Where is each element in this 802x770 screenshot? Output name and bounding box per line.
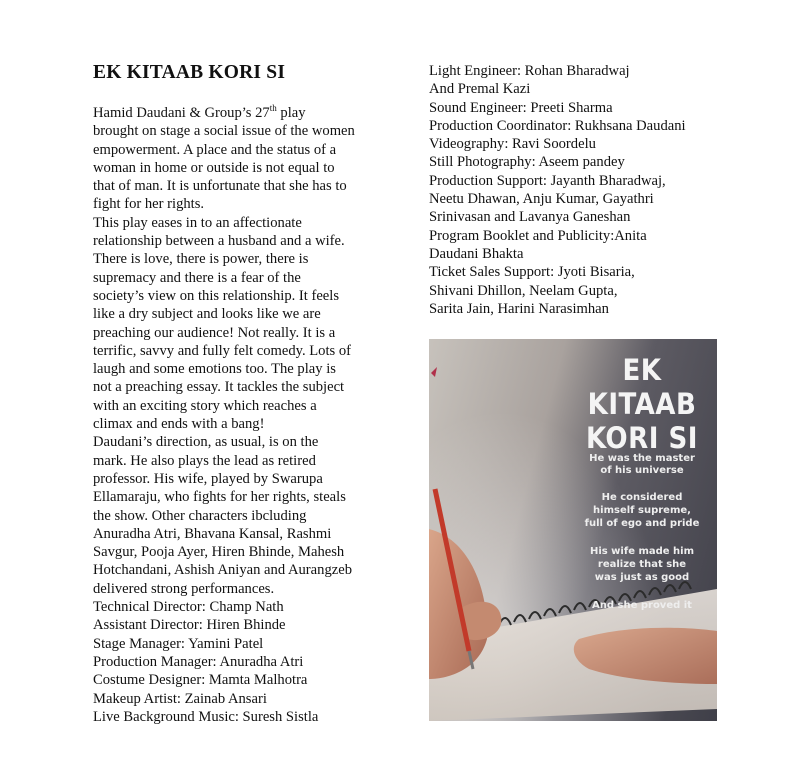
body-text-line: Anuradha Atri, Bhavana Kansal, Rashmi	[93, 525, 332, 542]
poster-tagline: He considered	[601, 492, 683, 503]
poster-title-line-2: KORI SI	[586, 421, 698, 455]
intro-text-end: play	[276, 105, 306, 121]
body-text-line: professor. His wife, played by Swarupa	[93, 470, 323, 487]
body-text-line: Assistant Director: Hiren Bhinde	[93, 617, 286, 634]
credits-list	[429, 62, 729, 318]
body-text-line: brought on stage a social issue of the women	[93, 123, 355, 140]
body-text-line: climax and ends with a bang!	[93, 416, 265, 433]
body-text-line: that of man. It is unfortunate that she has to	[93, 178, 347, 195]
body-text-line: Technical Director: Champ Nath	[93, 599, 284, 616]
play-poster	[429, 339, 717, 721]
body-text-line: laugh and some emotions too. The play is	[93, 361, 336, 378]
body-text-line: Savgur, Pooja Ayer, Hiren Bhinde, Mahesh	[93, 544, 345, 561]
poster-title	[567, 353, 717, 455]
body-text-line: Makeup Artist: Zainab Ansari	[93, 690, 267, 707]
body-text-line: Daudani’s direction, as usual, is on the	[93, 434, 319, 451]
body-text-line: terrific, savvy and fully felt comedy. Lots of	[93, 342, 352, 359]
credit-line: Production Support: Jayanth Bharadwaj,	[429, 172, 666, 189]
body-text-line: This play eases in to an affectionate	[93, 214, 302, 231]
body-text-line: supremacy and there is a fear of the	[93, 269, 301, 286]
credit-line: Program Booklet and Publicity:Anita	[429, 227, 647, 244]
credit-line: And Premal Kazi	[429, 81, 531, 98]
body-text-line: There is love, there is power, there is	[93, 251, 309, 268]
credit-line: Daudani Bhakta	[429, 245, 524, 262]
poster-tagline: His wife made him	[589, 546, 695, 557]
intro-text: Hamid Daudani & Group’s 27	[93, 105, 270, 121]
poster-tagline: And she proved it	[592, 600, 692, 611]
body-text-line: relationship between a husband and a wife.	[93, 233, 345, 250]
poster-tagline: himself supreme,	[593, 505, 691, 516]
credit-line: Sarita Jain, Harini Narasimhan	[429, 300, 609, 317]
body-text-line: Ellamaraju, who fights for her rights, steals	[93, 489, 346, 506]
poster-tagline: He was the master	[589, 453, 695, 464]
credit-line: Shivani Dhillon, Neelam Gupta,	[429, 282, 618, 299]
credit-line: Sound Engineer: Preeti Sharma	[429, 99, 613, 116]
body-text-line: Live Background Music: Suresh Sistla	[93, 708, 319, 725]
body-text-line: delivered strong performances.	[93, 580, 275, 597]
intro-line	[93, 104, 393, 122]
poster-tagline: realize that she	[597, 559, 687, 570]
credit-line: Srinivasan and Lavanya Ganeshan	[429, 209, 631, 226]
right-column	[429, 62, 729, 318]
body-text-line: like a dry subject and looks like we are	[93, 306, 321, 323]
body-text-line: mark. He also plays the lead as retired	[93, 452, 316, 469]
article-title: EK KITAAB KORI SI	[93, 62, 286, 83]
body-text-line: Stage Manager: Yamini Patel	[93, 635, 264, 652]
article-body-left	[93, 122, 393, 726]
credit-line: Neetu Dhawan, Anju Kumar, Gayathri	[429, 191, 654, 208]
ordinal-suffix: th	[269, 103, 277, 114]
body-text-line: fight for her rights.	[93, 196, 205, 213]
body-text-line: Costume Designer: Mamta Malhotra	[93, 672, 308, 689]
body-text-line: Hotchandani, Ashish Aniyan and Aurangzeb	[93, 562, 352, 579]
credit-line: Videography: Ravi Soordelu	[429, 136, 596, 153]
poster-tagline: full of ego and pride	[584, 518, 700, 529]
credit-line: Ticket Sales Support: Jyoti Bisaria,	[429, 264, 635, 281]
left-column	[93, 62, 393, 726]
credit-line: Production Coordinator: Rukhsana Daudani	[429, 117, 686, 134]
body-text-line: preaching our audience! Not really. It is a	[93, 324, 336, 341]
body-text-line: empowerment. A place and the status of a	[93, 141, 337, 158]
poster-text-panel	[567, 339, 717, 721]
body-text-line: Production Manager: Anuradha Atri	[93, 653, 304, 670]
body-text-line: the show. Other characters ibcluding	[93, 507, 307, 524]
poster-title-line-1: EK KITAAB	[587, 353, 697, 421]
body-text-line: woman in home or outside is not equal to	[93, 159, 335, 176]
body-text-line: with an exciting story which reaches a	[93, 397, 317, 414]
credit-line: Still Photography: Aseem pandey	[429, 154, 625, 171]
body-text-line: society’s view on this relationship. It feels	[93, 287, 340, 304]
poster-tagline: of his universe	[600, 465, 684, 476]
body-text-line: not a preaching essay. It tackles the subject	[93, 379, 345, 396]
credit-line: Light Engineer: Rohan Bharadwaj	[429, 63, 630, 79]
poster-tagline: was just as good	[594, 572, 690, 583]
